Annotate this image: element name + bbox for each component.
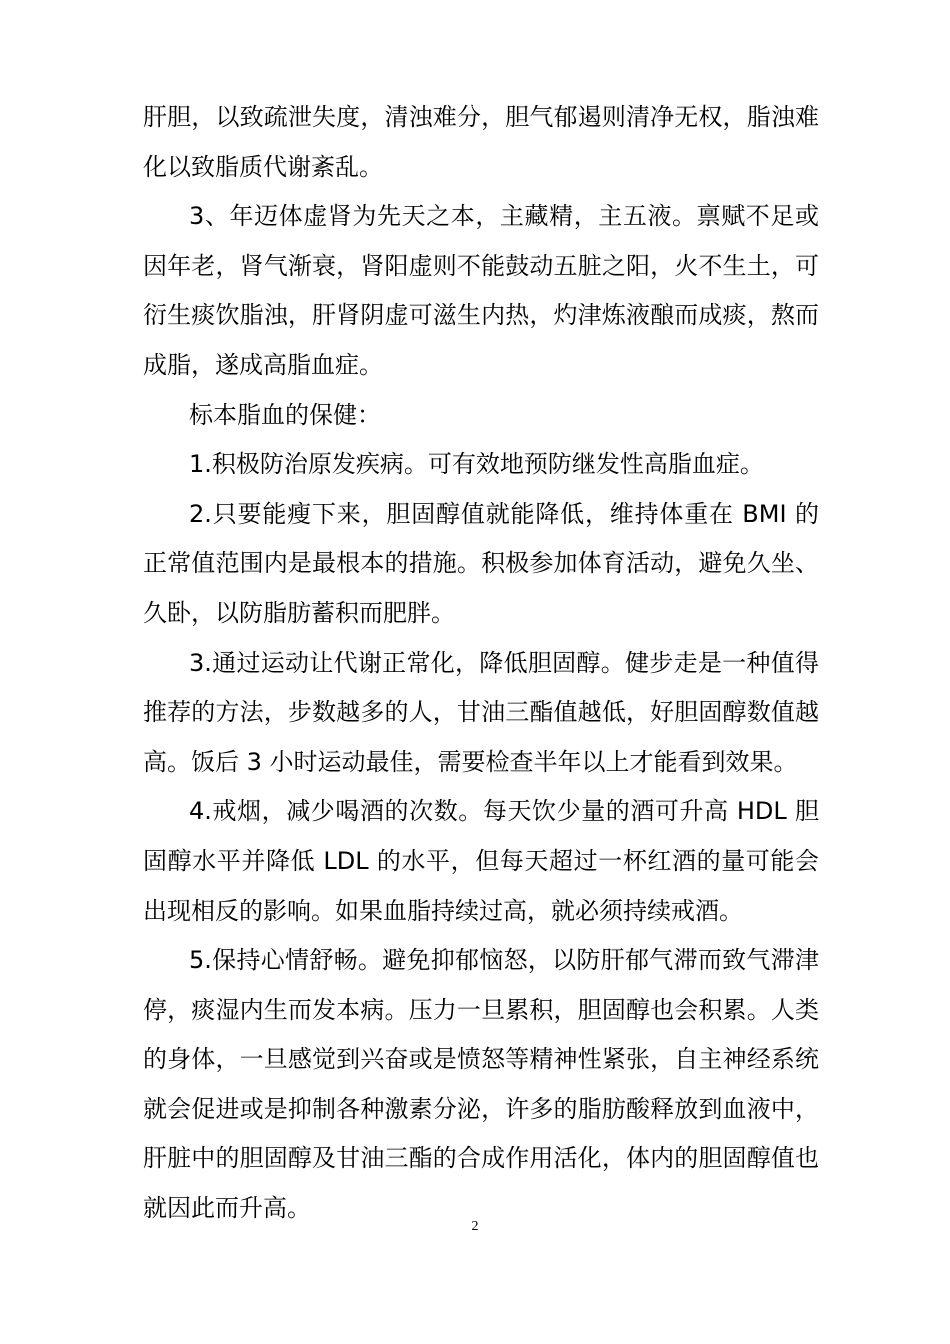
list-item-3-exercise: 3.通过运动让代谢正常化，降低胆固醇。健步走是一种值得推荐的方法，步数越多的人，甘油三酯值越低，好胆固醇数值越高。饭后 3 小时运动最佳，需要检查半年以上才能看到效果。 <box>143 648 819 776</box>
document-body <box>143 93 819 1234</box>
list-item-1-treat-primary-disease: 1.积极防治原发疾病。可有效地预防继发性高脂血症。 <box>189 450 764 479</box>
paragraph-liver-gallbladder-continuation: 肝胆，以致疏泄失度，清浊难分，胆气郁遏则清净无权，脂浊难化以致脂质代谢紊乱。 <box>143 103 819 181</box>
section-heading-health-care: 标本脂血的保健： <box>189 400 381 429</box>
list-item-4-quit-smoking-drinking: 4.戒烟，减少喝酒的次数。每天饮少量的酒可升高 HDL 胆固醇水平并降低 LDL 的水平，但每天超过一杯红酒的量可能会出现相反的影响。如果血脂持续过高，就必须持续戒酒。 <box>143 797 819 925</box>
paragraph-aging-kidney-deficiency: 3、年迈体虚肾为先天之本，主藏精，主五液。禀赋不足或因年老，肾气渐衰，肾阳虚则不能鼓动五脏之阳，火不生土，可衍生痰饮脂浊，肝肾阴虚可滋生内热，灼津炼液酿而成痰，熬而成脂，遂成高脂血症。 <box>143 202 819 379</box>
list-item-2-lose-weight: 2.只要能瘦下来，胆固醇值就能降低，维持体重在 BMI 的正常值范围内是最根本的措施。积极参加体育活动，避免久坐、久卧，以防脂肪蓄积而肥胖。 <box>143 499 819 627</box>
list-item-5-stay-cheerful: 5.保持心情舒畅。避免抑郁恼怒，以防肝郁气滞而致气滞津停，痰湿内生而发本病。压力一旦累积，胆固醇也会积累。人类的身体，一旦感觉到兴奋或是愤怒等精神性紧张，自主神经系统就会促进或是抑制各种激素分泌，许多的脂肪酸释放到血液中，肝脏中的胆固醇及甘油三酯的合成作用活化，体内的胆固醇值也就因此而升高。 <box>143 946 819 1223</box>
page-number: 2 <box>471 1219 479 1234</box>
